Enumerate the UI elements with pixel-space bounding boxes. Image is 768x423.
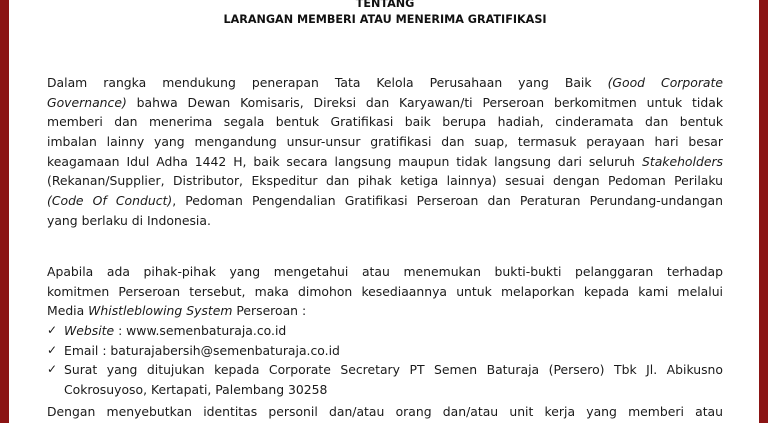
checkmark-icon: ✓ xyxy=(47,362,58,377)
heading-tentang: TENTANG xyxy=(355,0,415,10)
text-line: komitmen Perseroan tersebut, maka dimohon kesediaannya untuk melaporkan kepada kami melalui xyxy=(47,283,723,299)
text-line: Dengan menyebutkan identitas personil dan/atau orang dan/atau unit kerja yang memberi atau xyxy=(47,404,723,419)
text-line: yang berlaku di Indonesia. xyxy=(47,212,211,228)
website-label: Website xyxy=(64,323,115,338)
list-item-email xyxy=(47,341,723,361)
text-line: Apabila ada pihak-pihak yang mengetahui atau menemukan bukti-bukti pelanggaran terhadap xyxy=(47,264,723,279)
text-line: (Rekanan/Supplier, Distributor, Ekspeditur dan pihak ketiga lainnya) sesuai dengan Pedoman Perilaku xyxy=(47,173,723,189)
text-line: keagamaan Idul Adha 1442 H, baik secara langsung maupun tidak langsung dari seluruh Stakeholders xyxy=(47,153,723,169)
paragraph-commitment xyxy=(47,73,723,231)
right-border-frame xyxy=(759,0,768,423)
text-line: Surat yang ditujukan kepada Corporate Secretary PT Semen Baturaja (Persero) Tbk Jl. Abikusno xyxy=(64,362,723,378)
text-line: memberi dan menerima segala bentuk Gratifikasi baik berupa hadiah, cinderamata dan bentuk xyxy=(47,114,723,130)
list-item-website xyxy=(47,321,723,341)
email-link[interactable]: Email : baturajabersih@semenbaturaja.co.id xyxy=(64,342,340,358)
text-line: Governance) bahwa Dewan Komisaris, Direksi dan Karyawan/ti Perseroan berkomitmen untuk tidak xyxy=(47,94,723,110)
paragraph-reporting xyxy=(47,262,723,321)
checkmark-icon: ✓ xyxy=(47,342,58,357)
text-line: Cokrosuyoso, Kertapati, Palembang 30258 xyxy=(64,382,328,398)
text-line: (Code Of Conduct), Pedoman Pengendalian Gratifikasi Perseroan dan Peraturan Perundang-undangan xyxy=(47,193,724,209)
left-border-frame xyxy=(0,0,9,423)
checkmark-icon: ✓ xyxy=(47,323,58,337)
text-line: Media Whistleblowing System Perseroan : xyxy=(47,303,307,319)
document-page xyxy=(47,0,723,423)
document-title: LARANGAN MEMBERI ATAU MENERIMA GRATIFIKASI xyxy=(223,13,547,26)
list-item-letter xyxy=(47,360,723,399)
paragraph-identity xyxy=(47,402,723,422)
text-line: Dalam rangka mendukung penerapan Tata Kelola Perusahaan yang Baik (Good Corporate xyxy=(47,75,723,90)
text-line: imbalan lainny yang mengandung unsur-unsur gratifikasi dan suap, termasuk perayaan hari besar xyxy=(47,134,723,150)
website-link[interactable]: : www.semenbaturaja.co.id xyxy=(114,323,287,338)
reporting-channels-list xyxy=(47,321,723,400)
